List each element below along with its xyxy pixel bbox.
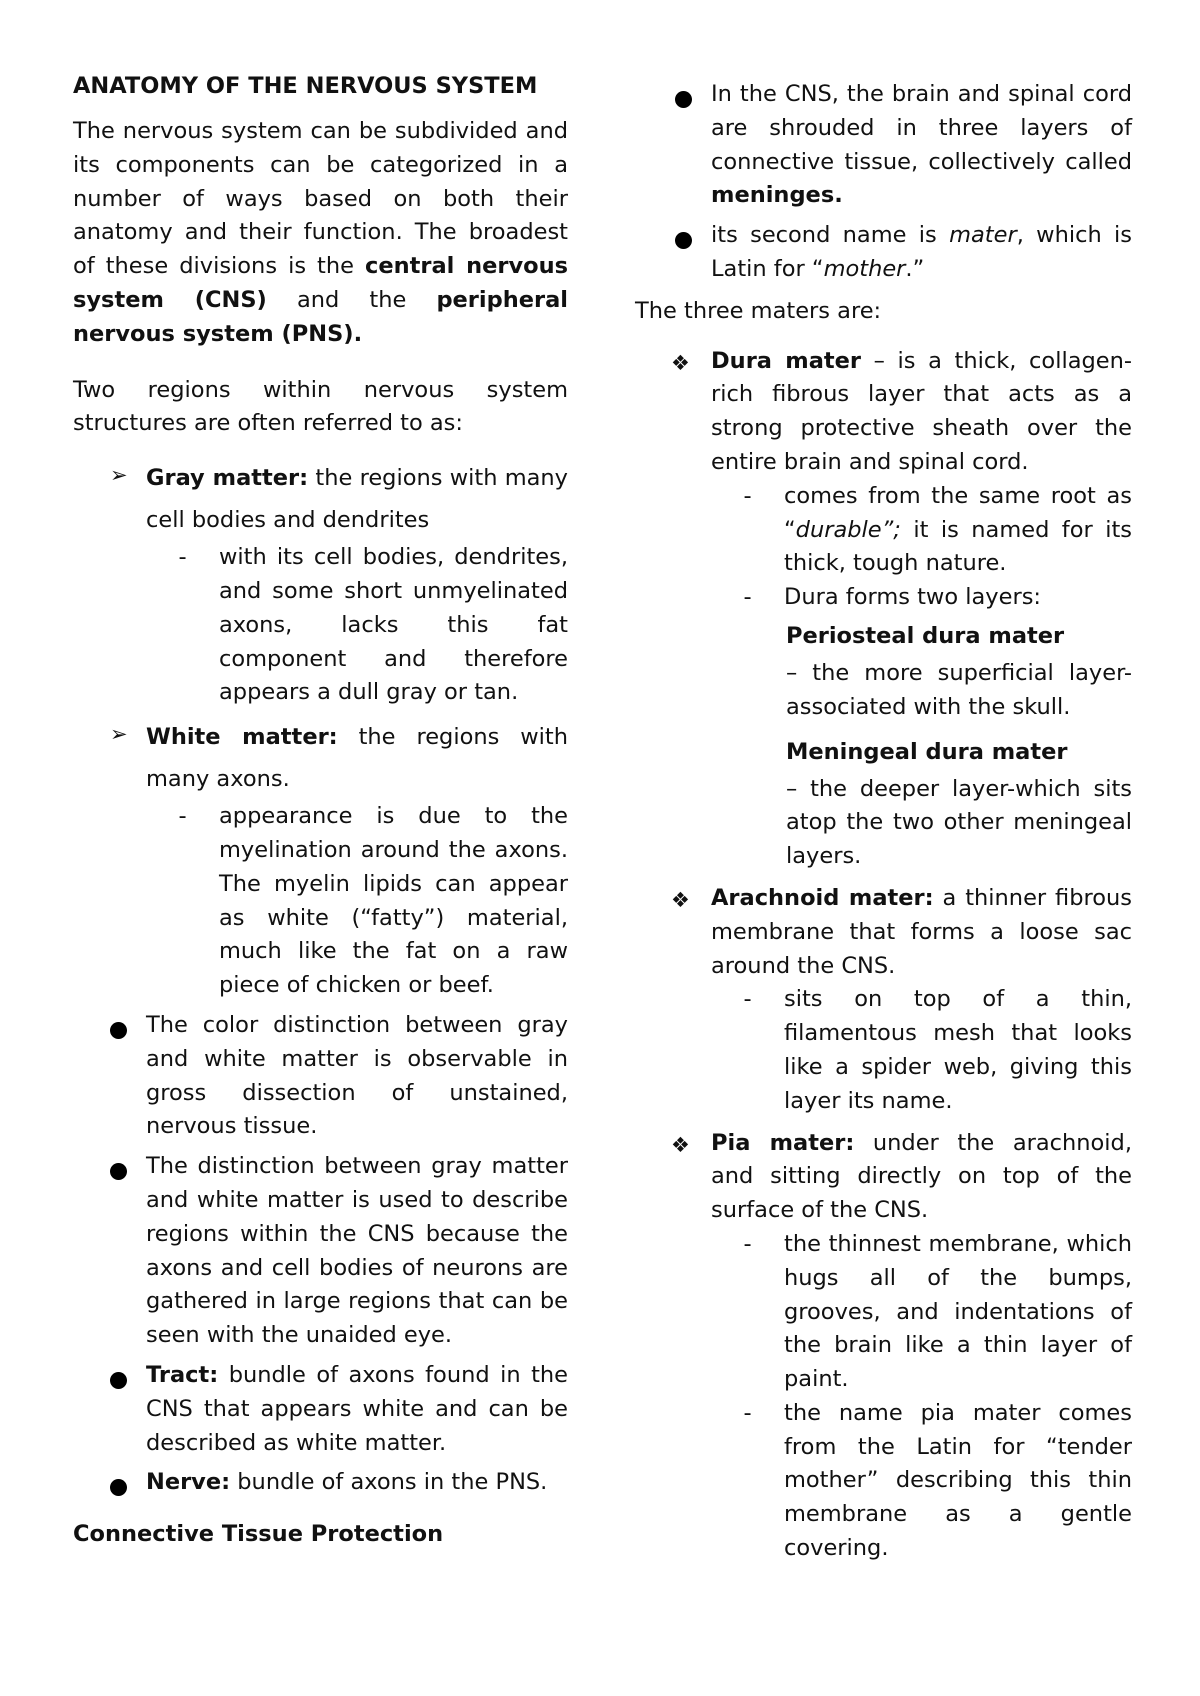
dash-bullet-icon: - xyxy=(743,584,752,611)
mater-name-bullet: its second name is mater, which is Latin for “mother.” xyxy=(638,219,1132,287)
cns-meninges-bullet: In the CNS, the brain and spinal cord are shrouded in three layers of connective tissue, collectively called meninges. xyxy=(638,78,1132,213)
meningeal-text: – the deeper layer-which sits atop the two other meningeal layers. xyxy=(786,775,1132,870)
dash-bullet-icon: - xyxy=(743,986,752,1013)
gray-matter-item: ➢ Gray matter: the regions with many cell bodies and dendrites - with its cell bodies, dendrites, and some short unmyelinated axons, lacks this fat component and therefore appears a dull gray or tan. xyxy=(73,457,568,710)
left-column xyxy=(73,70,568,1551)
dot-bullet-icon xyxy=(110,1479,127,1496)
dura-subpoint-root: - comes from the same root as “durable”; it is named for its thick, tough nature. xyxy=(711,480,1132,581)
dash-bullet-icon: - xyxy=(178,544,187,571)
distinction-bullet: The distinction between gray matter and white matter is used to describe regions within the CNS because the axons and cell bodies of neurons are gathered in large regions that can be seen with the unaided eye. xyxy=(73,1150,568,1353)
pia-mater-item: ❖ Pia mater: under the arachnoid, and sitting directly on top of the surface of the CNS. - the thinnest membrane, which hugs all of the bumps, grooves, and indentations of the brain like a thin layer of paint. - the name pia mater comes from the Latin for “tender mother” describing this thin membrane as a gentle covering. xyxy=(638,1127,1132,1566)
dash-bullet-icon: - xyxy=(178,803,187,830)
arrow-bullet-icon: ➢ xyxy=(110,463,128,488)
periosteal-dura-block xyxy=(565,615,1132,725)
page-title: ANATOMY OF THE NERVOUS SYSTEM xyxy=(73,73,538,99)
dot-bullet-icon xyxy=(110,1163,127,1180)
intro-paragraph: The nervous system can be subdivided and its components can be categorized in a number of ways based on both their anatomy and their function. The broadest of these divisions is the central nervous system (CNS) and the peripheral nervous system (PNS). xyxy=(73,118,568,347)
meningeal-dura-block xyxy=(565,731,1132,874)
pia-subpoint-thinnest: - the thinnest membrane, which hugs all of the bumps, grooves, and indentations of the brain like a thin layer of paint. xyxy=(711,1228,1132,1397)
regions-intro: Two regions within nervous system structures are often referred to as: xyxy=(73,376,568,437)
periosteal-text: – the more superficial layer-associated with the skull. xyxy=(786,659,1132,720)
dash-bullet-icon: - xyxy=(743,1230,752,1257)
arachnoid-subpoint: - sits on top of a thin, filamentous mesh that looks like a spider web, giving this layer its name. xyxy=(711,983,1132,1118)
dura-subpoint-layers: - Dura forms two layers: xyxy=(711,581,1132,615)
dot-bullet-icon xyxy=(675,91,692,108)
diamond-bullet-icon: ❖ xyxy=(671,350,690,375)
dash-bullet-icon: - xyxy=(743,482,752,509)
color-distinction-bullet: The color distinction between gray and white matter is observable in gross dissection of unstained, nervous tissue. xyxy=(73,1009,568,1144)
pia-subpoint-name: - the name pia mater comes from the Latin for “tender mother” describing this thin membrane as a gentle covering. xyxy=(711,1397,1132,1566)
dot-bullet-icon xyxy=(110,1022,127,1039)
connective-tissue-heading: Connective Tissue Protection xyxy=(73,1521,444,1548)
meningeal-title: Meningeal dura mater xyxy=(786,738,1068,765)
dash-bullet-icon: - xyxy=(743,1399,752,1426)
gray-matter-subpoint: - with its cell bodies, dendrites, and some short unmyelinated axons, lacks this fat component and therefore appears a dull gray or tan. xyxy=(146,541,568,710)
three-maters-intro: The three maters are: xyxy=(635,297,882,324)
arachnoid-mater-item: ❖ Arachnoid mater: a thinner fibrous membrane that forms a loose sac around the CNS. - sits on top of a thin, filamentous mesh that looks like a spider web, giving this layer its name. xyxy=(638,882,1132,1119)
periosteal-title: Periosteal dura mater xyxy=(786,622,1065,649)
white-matter-subpoint: - appearance is due to the myelination around the axons. The myelin lipids can appear as white (“fatty”) material, much like the fat on a raw piece of chicken or beef. xyxy=(146,800,568,1003)
diamond-bullet-icon: ❖ xyxy=(671,887,690,912)
arrow-bullet-icon: ➢ xyxy=(110,722,128,747)
dura-mater-item: ❖ Dura mater – is a thick, collagen-rich fibrous layer that acts as a strong protective sheath over the entire brain and spinal cord. - comes from the same root as “durable”; it is named for its thick, tough nature. - Dura forms two layers: xyxy=(638,345,1132,615)
diamond-bullet-icon: ❖ xyxy=(671,1132,690,1157)
white-matter-item: ➢ White matter: the regions with many axons. - appearance is due to the myelination around the axons. The myelin lipids can appear as white (“fatty”) material, much like the fat on a raw piece of chicken or beef. xyxy=(73,716,568,1003)
dot-bullet-icon xyxy=(110,1372,127,1389)
nerve-bullet: Nerve: bundle of axons in the PNS. xyxy=(73,1466,568,1500)
right-column xyxy=(635,78,1132,1566)
dot-bullet-icon xyxy=(675,232,692,249)
tract-bullet: Tract: bundle of axons found in the CNS that appears white and can be described as white matter. xyxy=(73,1359,568,1460)
